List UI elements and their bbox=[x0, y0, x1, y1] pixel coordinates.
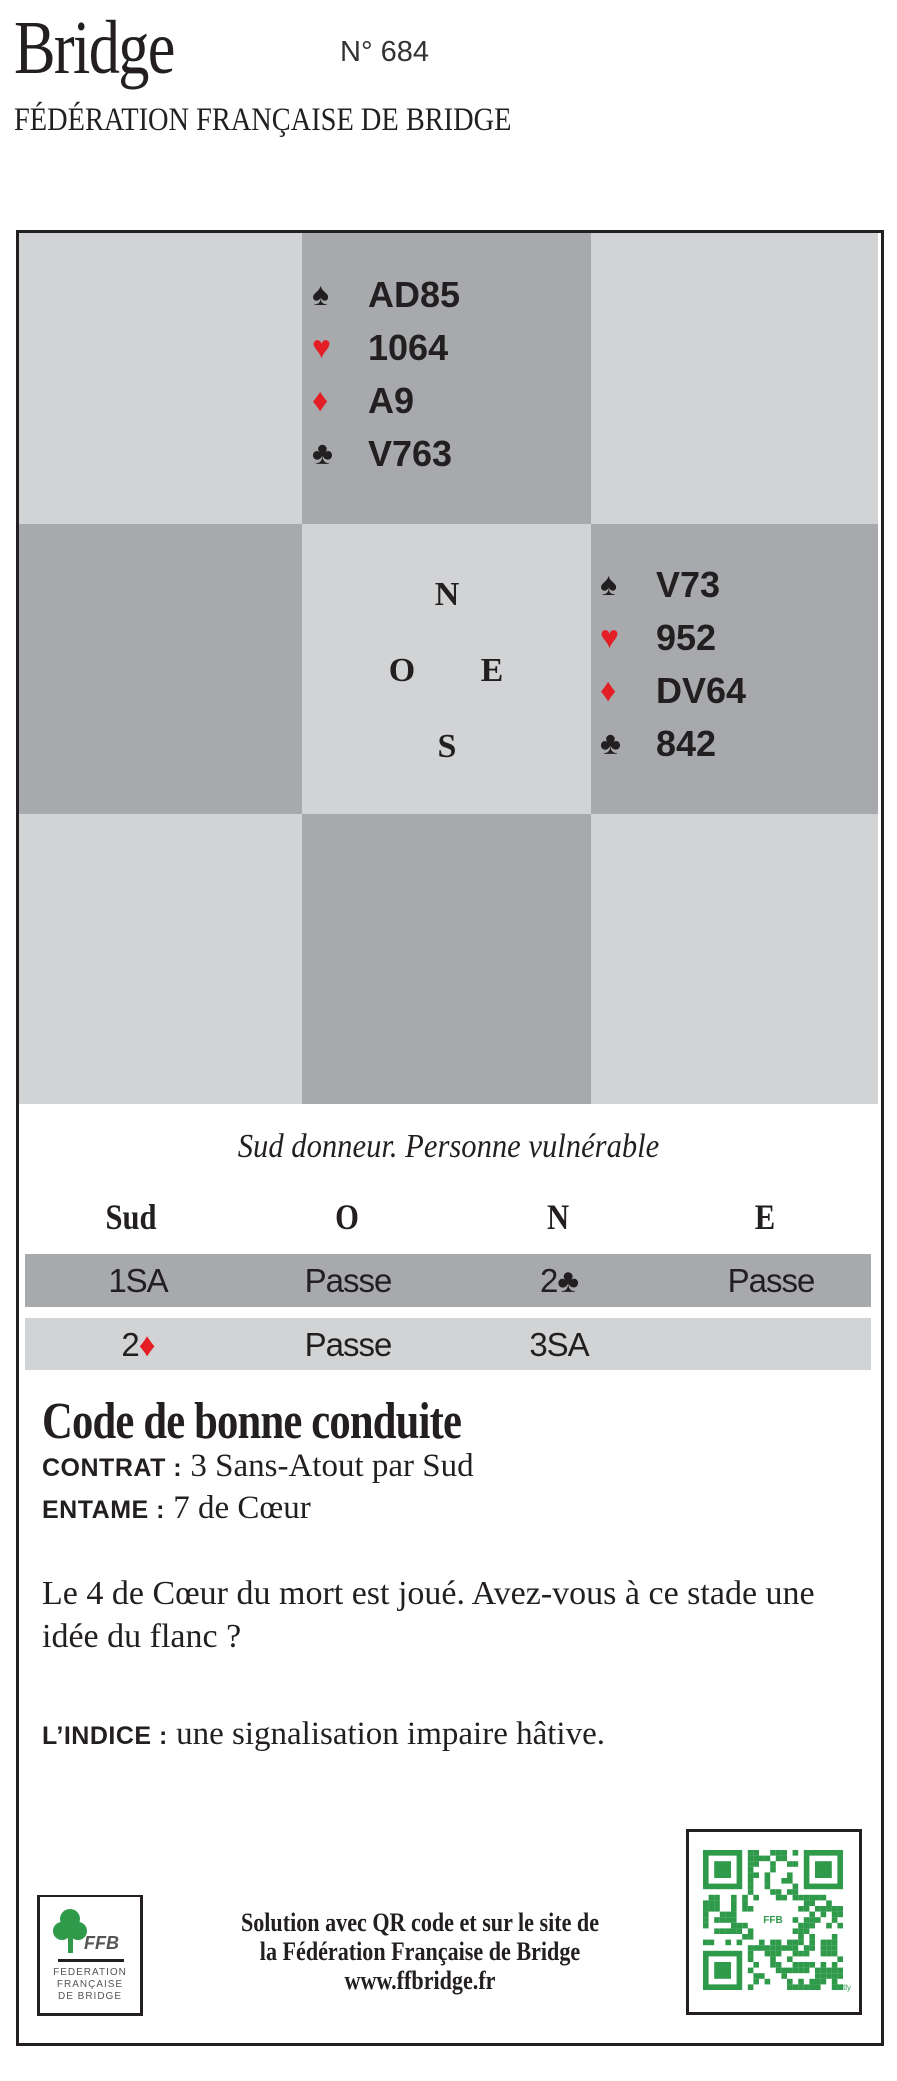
suit-line bbox=[312, 268, 460, 321]
contract-value: 3 Sans-Atout par Sud bbox=[190, 1448, 474, 1484]
bid-header-n: N bbox=[546, 1197, 570, 1237]
bid: 2♣ bbox=[539, 1262, 579, 1299]
grid-cell-south bbox=[302, 814, 591, 1104]
hint-value: une signalisation impaire hâtive. bbox=[176, 1716, 605, 1752]
bid: 1SA bbox=[108, 1262, 168, 1299]
bid: 3SA bbox=[529, 1326, 589, 1363]
grid-cell-nw bbox=[19, 233, 302, 524]
bid-row-2 bbox=[25, 1318, 871, 1370]
svg-text:FRANÇAISE: FRANÇAISE bbox=[56, 1979, 124, 1990]
contract-label: CONTRAT : bbox=[42, 1454, 183, 1482]
cards: 842 bbox=[656, 723, 717, 764]
svg-text:DE BRIDGE: DE BRIDGE bbox=[57, 1991, 123, 2002]
problem-question: Le 4 de Cœur du mort est joué. Avez-vous à ce stade une idée du flanc ? bbox=[42, 1575, 815, 1655]
grid-cell-west bbox=[19, 524, 302, 814]
lead-label: ENTAME : bbox=[42, 1496, 165, 1524]
spade-icon: ♠ bbox=[312, 276, 329, 312]
svg-text:bitly: bitly bbox=[836, 1983, 851, 1992]
suit-line bbox=[600, 664, 746, 717]
heart-icon: ♥ bbox=[312, 329, 331, 365]
bid-header-sud: Sud bbox=[105, 1197, 157, 1237]
suit-line bbox=[600, 717, 746, 770]
solution-url[interactable]: www.ffbridge.fr bbox=[344, 1966, 496, 1995]
cards: 952 bbox=[656, 617, 717, 658]
bid-header-o: O bbox=[335, 1197, 359, 1237]
bid: Passe bbox=[304, 1326, 392, 1363]
cards: A9 bbox=[368, 380, 415, 421]
dealer-vulnerability: Sud donneur. Personne vulnérable bbox=[237, 1128, 660, 1165]
club-icon: ♣ bbox=[600, 725, 621, 761]
suit-line bbox=[312, 374, 460, 427]
north-hand bbox=[312, 268, 460, 480]
cards: 1064 bbox=[368, 327, 449, 368]
issue-number: N° 684 bbox=[340, 36, 429, 68]
east-hand bbox=[600, 558, 746, 770]
diamond-icon: ♦ bbox=[138, 1326, 155, 1363]
heart-icon: ♥ bbox=[600, 619, 619, 655]
problem-title: Code de bonne conduite bbox=[42, 1393, 462, 1450]
suit-line bbox=[312, 427, 460, 480]
solution-line-1: Solution avec QR code et sur le site de bbox=[240, 1908, 600, 1937]
solution-note bbox=[208, 1908, 633, 1995]
bid-row-1 bbox=[25, 1254, 871, 1307]
brand-title: Bridge bbox=[14, 6, 174, 90]
bid: Passe bbox=[304, 1262, 392, 1299]
bid: Passe bbox=[727, 1262, 815, 1299]
hint-line bbox=[42, 1716, 605, 1753]
lead-value: 7 de Cœur bbox=[173, 1490, 311, 1526]
spade-icon: ♠ bbox=[600, 566, 617, 602]
club-icon: ♣ bbox=[312, 435, 333, 471]
grid-cell-ne bbox=[591, 233, 878, 524]
ffb-logo-text: FFB bbox=[84, 1933, 119, 1953]
bid-header-e: E bbox=[754, 1197, 776, 1237]
solution-line-2: la Fédération Française de Bridge bbox=[259, 1937, 581, 1966]
hint-label: L’INDICE : bbox=[42, 1722, 168, 1750]
bid: 2♦ bbox=[121, 1326, 155, 1363]
ffb-logo bbox=[37, 1895, 143, 2016]
compass-n: N bbox=[434, 576, 460, 613]
diamond-icon: ♦ bbox=[312, 382, 329, 418]
ffb-tree-icon bbox=[40, 1897, 140, 2013]
suit-line bbox=[600, 611, 746, 664]
grid-cell-sw bbox=[19, 814, 302, 1104]
federation-name: FÉDÉRATION FRANÇAISE DE BRIDGE bbox=[14, 102, 512, 138]
cards: V73 bbox=[656, 564, 721, 605]
compass-e: E bbox=[480, 652, 504, 689]
svg-text:FFB: FFB bbox=[763, 1914, 783, 1926]
grid-cell-se bbox=[591, 814, 878, 1104]
svg-text:FEDERATION: FEDERATION bbox=[53, 1967, 127, 1978]
cards: DV64 bbox=[656, 670, 747, 711]
suit-line bbox=[600, 558, 746, 611]
diamond-icon: ♦ bbox=[600, 672, 617, 708]
lead-line bbox=[42, 1490, 311, 1527]
suit-line bbox=[312, 321, 460, 374]
compass-o: O bbox=[388, 652, 416, 689]
contract-line bbox=[42, 1448, 474, 1485]
cards: AD85 bbox=[368, 274, 461, 315]
compass-s: S bbox=[437, 728, 457, 765]
qr-code-icon bbox=[689, 1832, 859, 2012]
grid-cell-center bbox=[302, 524, 591, 814]
cards: V763 bbox=[368, 433, 453, 474]
qr-code[interactable] bbox=[686, 1829, 862, 2015]
